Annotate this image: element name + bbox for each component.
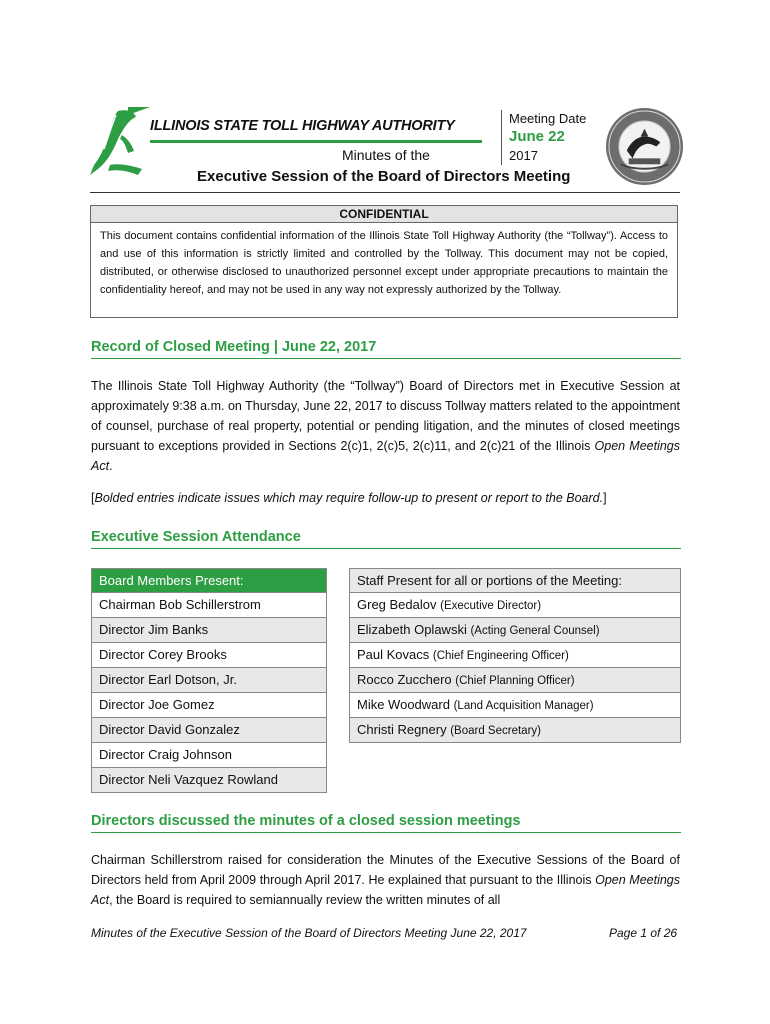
open-meetings-act: Open Meetings Act	[91, 439, 680, 473]
board-member-row: Director Earl Dotson, Jr.	[91, 668, 327, 693]
staff-role: (Chief Planning Officer)	[455, 675, 575, 687]
tollway-logo-icon	[88, 105, 158, 177]
staff-role: (Executive Director)	[440, 600, 542, 612]
header-divider	[501, 110, 502, 165]
state-seal-icon	[605, 107, 684, 186]
staff-name: Rocco Zucchero	[357, 672, 452, 687]
page-number: Page 1 of 26	[609, 926, 678, 940]
confidential-body: This document contains confidential information of the Illinois State Toll Highway Authority (the “Tollway”). Access to and use of this information is strictly limited and controlled by the Tollway. This document may not be copied, distributed, or otherwise disclosed to unauthorized personnel except under appropriate precautions to maintain the confidentiality hereof, and may not be used in any way not expressly authorized by the Tollway.	[100, 230, 668, 296]
note-bracket-close: ]	[603, 491, 607, 505]
board-member-row: Director Joe Gomez	[91, 693, 327, 718]
note-text: Bolded entries indicate issues which may require follow-up to present or report to the Board.	[94, 491, 604, 505]
confidential-heading: CONFIDENTIAL	[91, 206, 677, 223]
attendance-heading: Executive Session Attendance	[91, 529, 301, 545]
staff-name: Christi Regnery	[357, 722, 447, 737]
open-meetings-act: Open Meetings Act	[91, 873, 680, 907]
meeting-date-year: 2017	[509, 148, 538, 163]
staff-present-table	[349, 568, 681, 743]
board-members-header: Board Members Present:	[91, 568, 327, 593]
minutes-of-label: Minutes of the	[342, 147, 430, 163]
minutes-paragraph	[91, 850, 680, 910]
confidential-notice	[90, 205, 678, 318]
board-member-row: Director Jim Banks	[91, 618, 327, 643]
staff-role: (Land Acquisition Manager)	[453, 700, 594, 712]
staff-role: (Acting General Counsel)	[470, 625, 600, 637]
document-title: Executive Session of the Board of Directors Meeting	[197, 168, 571, 185]
minutes-text-end: , the Board is required to semiannually review the written minutes of all	[109, 893, 501, 907]
staff-row	[349, 718, 681, 743]
staff-row	[349, 668, 681, 693]
record-rule	[91, 358, 681, 359]
board-member-row: Director David Gonzalez	[91, 718, 327, 743]
staff-row	[349, 618, 681, 643]
record-text: The Illinois State Toll Highway Authority (the “Tollway”) Board of Directors met in Executive Session at approximately 9:38 a.m. on Thursday, June 22, 2017 to discuss Tollway matters related to the appointment of counsel, purchase of real property, potential or pending litigation, and the minutes of closed meetings pursuant to exceptions provided in Sections 2(c)1, 2(c)5, 2(c)11, and 2(c)21 of the Illinois	[91, 379, 680, 453]
staff-role: (Board Secretary)	[450, 725, 541, 737]
staff-header: Staff Present for all or portions of the Meeting:	[349, 568, 681, 593]
staff-row	[349, 643, 681, 668]
meeting-date-label: Meeting Date	[509, 111, 587, 126]
board-members-table	[91, 568, 327, 793]
record-end: .	[109, 459, 113, 473]
staff-name: Mike Woodward	[357, 697, 450, 712]
board-member-row: Director Craig Johnson	[91, 743, 327, 768]
title-rule	[90, 192, 680, 193]
minutes-rule	[91, 832, 681, 833]
meeting-date-day: June 22	[509, 128, 565, 145]
record-paragraph	[91, 376, 680, 476]
staff-role: (Chief Engineering Officer)	[432, 650, 569, 662]
record-heading: Record of Closed Meeting | June 22, 2017	[91, 339, 377, 355]
board-member-row: Chairman Bob Schillerstrom	[91, 593, 327, 618]
minutes-text: Chairman Schillerstrom raised for consideration the Minutes of the Executive Sessions of the Board of Directors held from April 2009 through April 2017. He explained that pursuant to the Illinois	[91, 853, 680, 887]
note-bracket-open: [	[91, 491, 95, 505]
attendance-rule	[91, 548, 681, 549]
staff-name: Greg Bedalov	[357, 597, 437, 612]
staff-name: Elizabeth Oplawski	[357, 622, 467, 637]
footer-title: Minutes of the Executive Session of the Board of Directors Meeting June 22, 2017	[91, 926, 527, 940]
staff-name: Paul Kovacs	[357, 647, 430, 662]
staff-row	[349, 593, 681, 618]
bolded-note	[91, 488, 680, 508]
document-header	[0, 0, 770, 200]
minutes-heading: Directors discussed the minutes of a closed session meetings	[91, 813, 521, 829]
staff-row	[349, 693, 681, 718]
board-member-row: Director Neli Vazquez Rowland	[91, 768, 327, 793]
board-member-row: Director Corey Brooks	[91, 643, 327, 668]
header-green-rule	[150, 140, 482, 143]
authority-name: ILLINOIS STATE TOLL HIGHWAY AUTHORITY	[150, 118, 455, 134]
